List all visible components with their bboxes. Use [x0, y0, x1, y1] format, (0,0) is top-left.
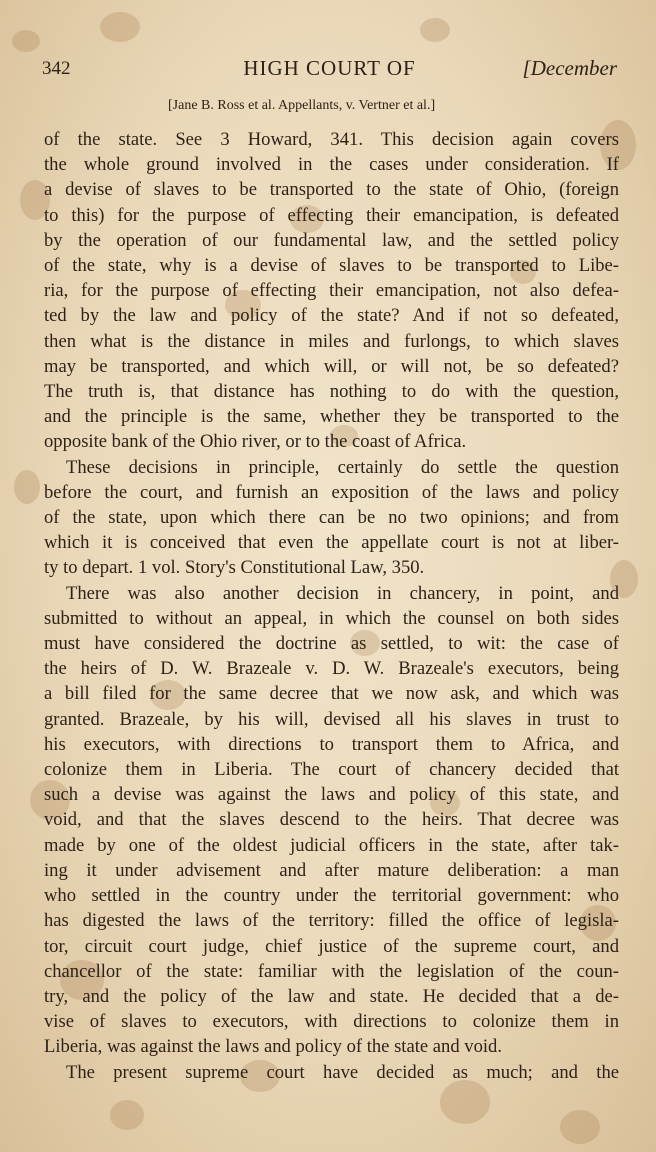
text-line: a devise of slaves to be transported to the state of Ohio, (foreign — [44, 179, 619, 201]
paragraph-start-line: The present supreme court have decided as much; and the — [66, 1061, 619, 1083]
text-line: and the principle is the same, whether they be transported to the — [44, 406, 619, 428]
foxing-stain — [440, 1080, 490, 1124]
text-line: chancellor of the state: familiar with the legislation of the coun- — [44, 960, 619, 982]
text-line: Liberia, was against the laws and policy of the state and void. — [44, 1036, 502, 1058]
running-date: [December — [522, 56, 617, 80]
text-line: which it is conceived that even the appellate court is not at liber- — [44, 532, 619, 554]
text-line: opposite bank of the Ohio river, or to the coast of Africa. — [44, 431, 467, 453]
text-line: ty to depart. 1 vol. Story's Constitutional Law, 350. — [44, 557, 425, 579]
text-line: before the court, and furnish an exposition of the laws and policy — [44, 481, 619, 503]
foxing-stain — [420, 18, 450, 42]
text-line: The truth is, that distance has nothing to do with the question, — [44, 381, 619, 403]
foxing-stain — [560, 1110, 600, 1144]
text-line: the whole ground involved in the cases under consideration. If — [44, 154, 619, 176]
text-line: vise of slaves to executors, with directions to colonize them in — [44, 1011, 619, 1033]
text-line: ria, for the purpose of effecting their emancipation, not also defea- — [44, 280, 619, 302]
text-line: who settled in the country under the territorial government: who — [44, 885, 619, 907]
text-line: colonize them in Liberia. The court of chancery decided that — [44, 759, 619, 781]
text-line: to this) for the purpose of effecting their emancipation, is defeated — [44, 204, 619, 226]
foxing-stain — [14, 470, 40, 504]
case-caption: [Jane B. Ross et al. Appellants, v. Vertner et al.] — [168, 98, 436, 113]
text-line: has digested the laws of the territory: filled the office of legisla- — [44, 910, 619, 932]
foxing-stain — [100, 12, 140, 42]
text-line: of the state. See 3 Howard, 341. This decision again covers — [44, 129, 619, 150]
running-title: HIGH COURT OF — [243, 56, 416, 80]
text-line: such a devise was against the laws and policy of this state, and — [44, 784, 619, 806]
text-line: ing it under advisement and after mature deliberation: a man — [44, 859, 619, 881]
paragraph-start-line: These decisions in principle, certainly do settle the question — [66, 456, 619, 478]
text-line: must have considered the doctrine as settled, to wit: the case of — [44, 633, 619, 655]
text-line: then what is the distance in miles and furlongs, to which slaves — [44, 330, 619, 352]
text-line: of the state, why is a devise of slaves to be transported to Libe- — [44, 255, 619, 277]
running-header — [42, 56, 617, 82]
text-line: his executors, with directions to transport them to Africa, and — [44, 733, 619, 755]
text-line: tor, circuit court judge, chief justice of the supreme court, and — [44, 935, 619, 957]
text-line: a bill filed for the same decree that we now ask, and which was — [44, 683, 619, 705]
text-line: made by one of the oldest judicial officers in the state, after tak- — [44, 834, 619, 856]
text-line: may be transported, and which will, or will not, be so defeated? — [44, 355, 619, 377]
body-text — [44, 127, 619, 1085]
foxing-stain — [12, 30, 40, 52]
text-line: try, and the policy of the law and state. He decided that a de- — [44, 985, 619, 1007]
text-line: submitted to without an appeal, in which the counsel on both sides — [44, 607, 619, 629]
foxing-stain — [110, 1100, 144, 1130]
text-line: void, and that the slaves descend to the heirs. That decree was — [44, 809, 619, 831]
page-number: 342 — [42, 58, 71, 79]
text-line: the heirs of D. W. Brazeale v. D. W. Brazeale's executors, being — [44, 658, 619, 680]
text-line: of the state, upon which there can be no two opinions; and from — [44, 507, 619, 529]
text-line: granted. Brazeale, by his will, devised all his slaves in trust to — [44, 708, 619, 730]
paragraph-start-line: There was also another decision in chancery, in point, and — [66, 582, 619, 604]
text-line: by the operation of our fundamental law, and the settled policy — [44, 229, 619, 251]
text-line: ted by the law and policy of the state? And if not so defeated, — [44, 305, 619, 327]
